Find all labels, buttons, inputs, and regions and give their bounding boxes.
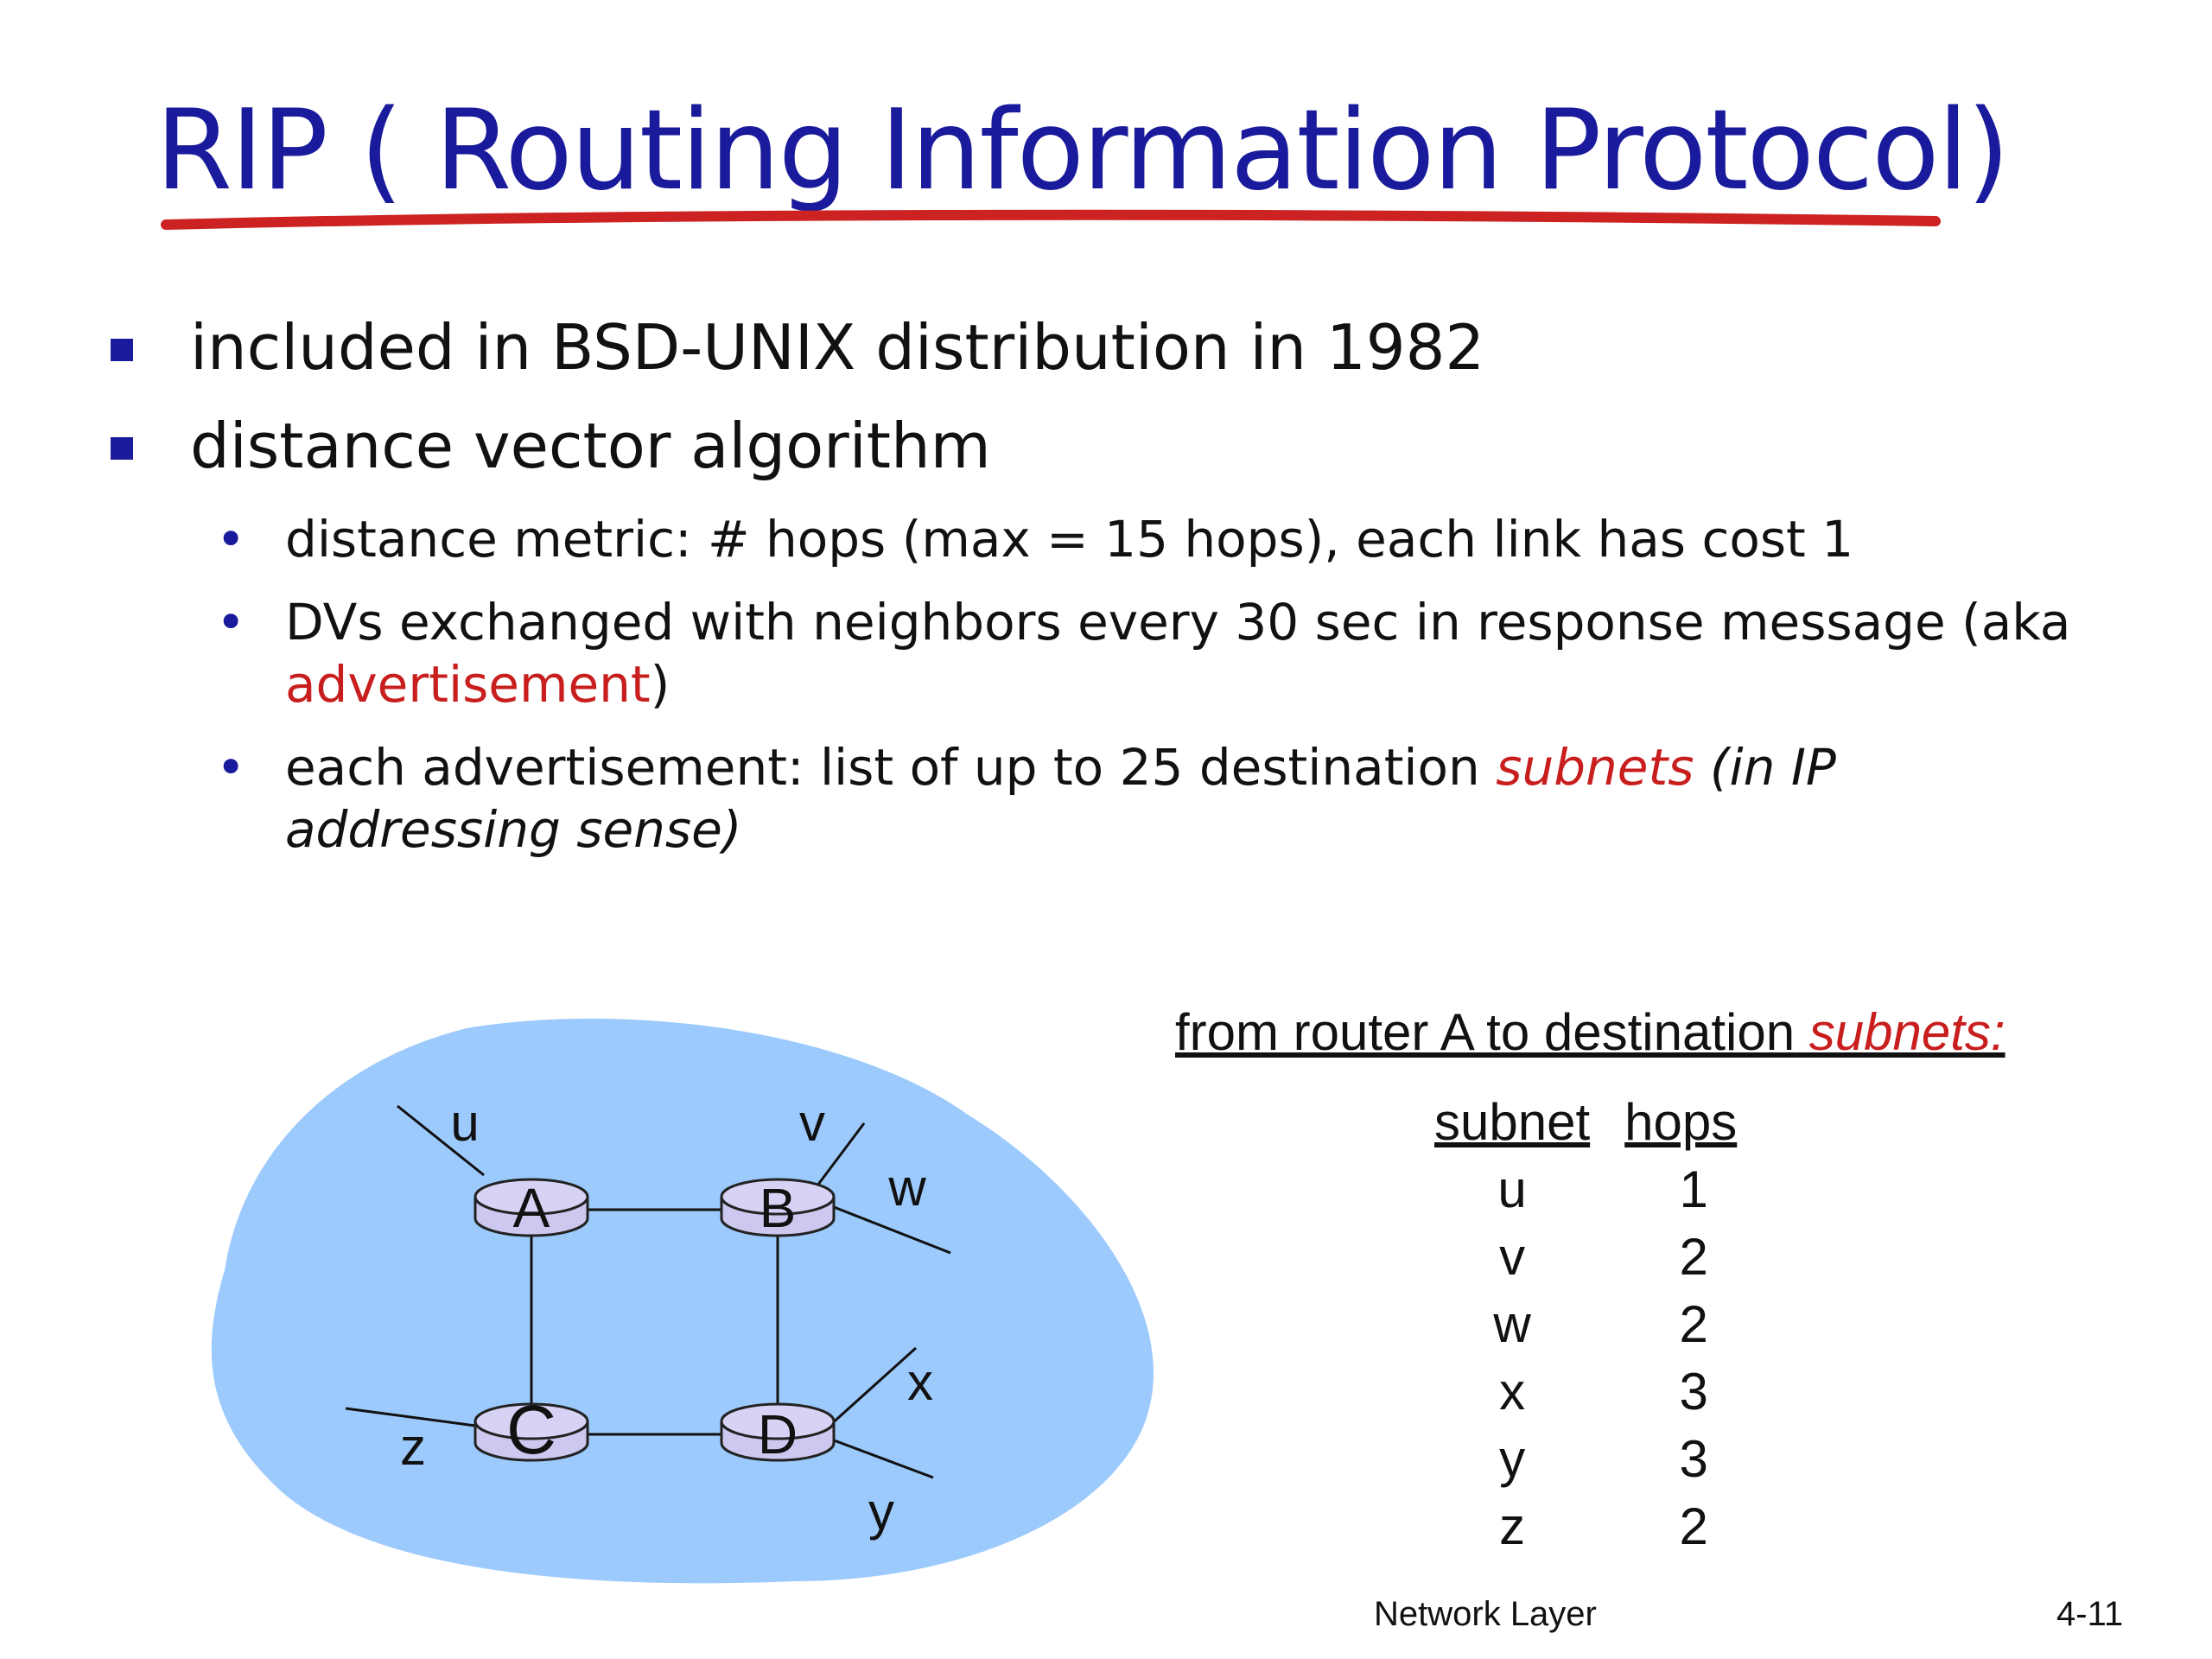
cell-hops: 1 — [1679, 1160, 1708, 1218]
router-label-c: C — [506, 1391, 556, 1468]
router-b-icon — [721, 1177, 834, 1239]
subnet-label-y: y — [868, 1483, 894, 1541]
column-header-hops: hops — [1624, 1093, 1738, 1151]
highlight-subnets: subnets — [1496, 738, 1694, 797]
sub-bullet-text: DVs exchanged with neighbors every 30 sec in response message (aka — [285, 593, 2071, 652]
table-row — [1434, 1426, 1771, 1493]
table-row — [1434, 1493, 1771, 1560]
bullet-item — [104, 311, 2108, 384]
subnet-label-z: z — [400, 1418, 426, 1476]
caption-text: from router A to destination — [1175, 1003, 1796, 1061]
bullet-text: included in BSD-UNIX distribution in 1982 — [190, 311, 1485, 384]
slide-number: 4-11 — [2056, 1595, 2124, 1633]
sub-bullet-text-end: ) — [650, 655, 671, 714]
table-caption — [1175, 1002, 2126, 1062]
sub-bullet-text: distance metric: # hops (max = 15 hops), each link has cost 1 — [285, 510, 1854, 569]
router-a-icon — [475, 1177, 588, 1239]
table-row — [1434, 1291, 1771, 1358]
cell-subnet: v — [1499, 1228, 1526, 1286]
table-header-row — [1434, 1089, 1771, 1156]
router-label-a: A — [512, 1177, 550, 1239]
cell-subnet: w — [1493, 1295, 1531, 1353]
cell-hops: 3 — [1679, 1363, 1708, 1421]
network-diagram — [190, 1011, 1175, 1599]
cell-subnet: u — [1497, 1160, 1527, 1218]
column-header-subnet: subnet — [1434, 1093, 1591, 1151]
bullet-list — [104, 311, 2108, 881]
cell-hops: 2 — [1679, 1295, 1708, 1353]
italic-note: (in IP addressing sense) — [285, 738, 1836, 859]
highlight-advertisement: advertisement — [285, 655, 651, 714]
subnet-label-w: w — [888, 1159, 926, 1217]
table-row — [1434, 1358, 1771, 1426]
sub-bullet-text: each advertisement: list of up to 25 destination — [285, 738, 1497, 797]
router-label-b: B — [759, 1177, 797, 1239]
bullet-item — [104, 410, 2108, 482]
cell-hops: 3 — [1679, 1430, 1708, 1488]
square-bullet-icon — [111, 437, 133, 460]
routing-table-area — [1175, 1002, 2126, 1555]
cell-subnet: x — [1499, 1363, 1526, 1421]
cell-hops: 2 — [1679, 1228, 1708, 1286]
slide-title: RIP ( Routing Information Protocol) — [156, 86, 2008, 215]
sub-bullet-item — [104, 736, 2108, 861]
subnet-label-u: u — [450, 1094, 480, 1152]
sub-bullet-item — [104, 508, 2108, 570]
cell-subnet: y — [1499, 1430, 1526, 1488]
dot-bullet-icon: • — [216, 510, 246, 569]
square-bullet-icon — [111, 339, 133, 361]
caption-highlight: subnets: — [1795, 1003, 2005, 1061]
router-label-d: D — [757, 1403, 798, 1465]
table-row — [1434, 1224, 1771, 1291]
cell-subnet: z — [1499, 1497, 1526, 1555]
table-row — [1434, 1156, 1771, 1224]
dot-bullet-icon: • — [216, 738, 246, 797]
subnet-label-x: x — [907, 1353, 933, 1411]
title-underline — [156, 199, 1970, 251]
cell-hops: 2 — [1679, 1497, 1708, 1555]
network-cloud — [212, 1019, 1154, 1583]
router-d-icon — [721, 1403, 834, 1465]
routing-table — [1434, 1089, 1771, 1560]
subnet-label-v: v — [799, 1094, 825, 1152]
sub-bullet-item — [104, 591, 2108, 715]
bullet-text: distance vector algorithm — [190, 410, 991, 482]
dot-bullet-icon: • — [216, 593, 246, 652]
footer-title: Network Layer — [1374, 1595, 1597, 1633]
